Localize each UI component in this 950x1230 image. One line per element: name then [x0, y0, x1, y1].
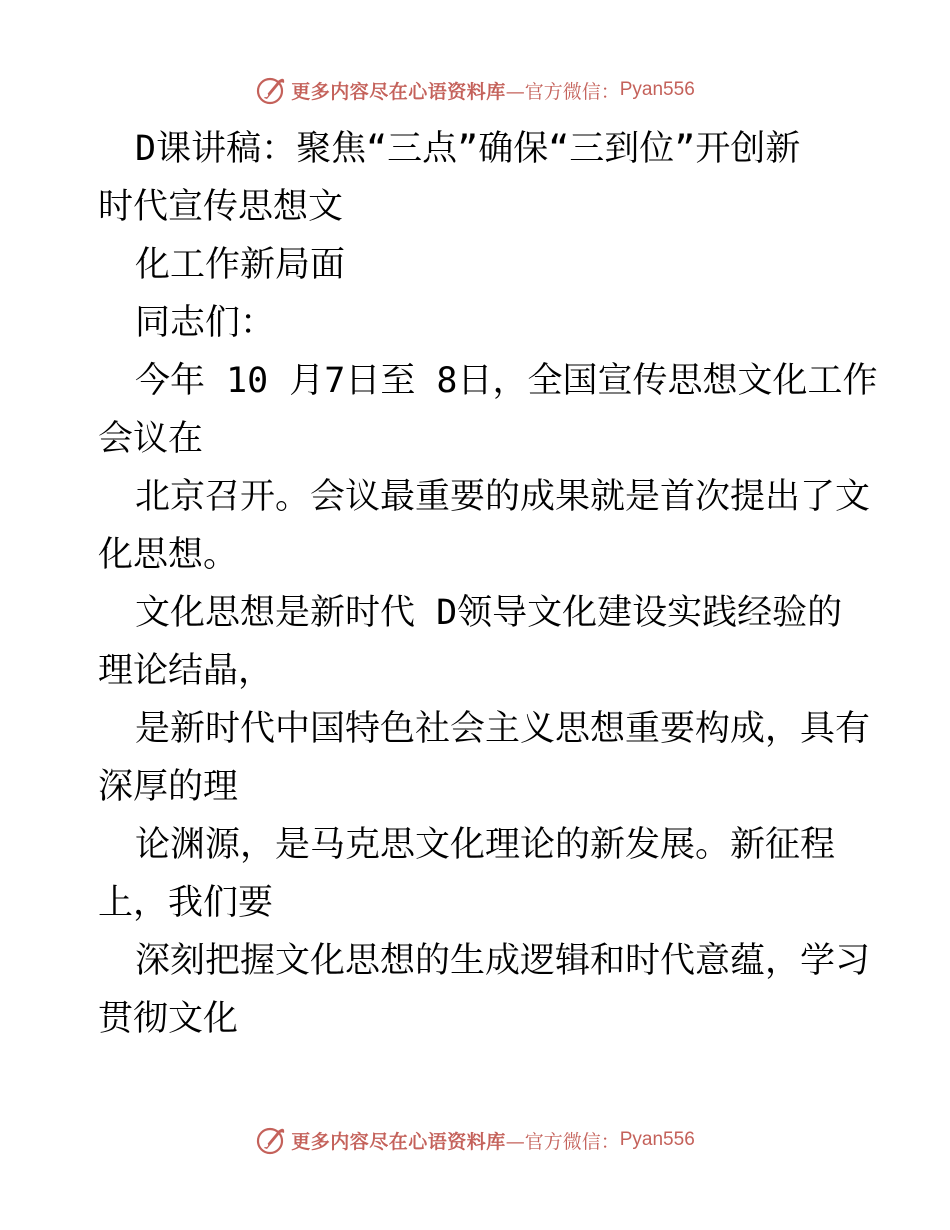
text-line: 论渊源，是马克思文化理论的新发展。新征程 [135, 825, 836, 865]
quill-logo-icon [255, 1124, 287, 1156]
watermark-title: 更多内容尽在心语资料库 [291, 80, 506, 103]
text-line: 上，我们要 [98, 883, 274, 923]
text-line: 同志们： [135, 303, 276, 343]
text-line: 今年 10 月7日至 8日，全国宣传思想文化工作 [135, 361, 878, 401]
text-line: 文化思想是新时代 D领导文化建设实践经验的 [135, 593, 843, 633]
text-line: 理论结晶， [98, 651, 274, 691]
text-line: 化工作新局面 [135, 245, 346, 285]
text-line: 是新时代中国特色社会主义思想重要构成，具有 [135, 709, 871, 749]
watermark-suffix: —官方微信： [505, 1130, 620, 1153]
text-line: 会议在 [98, 419, 204, 459]
quill-logo-icon [255, 74, 287, 106]
watermark-wechat-id: Pyan556 [619, 1129, 695, 1150]
text-line: 时代宣传思想文 [98, 187, 344, 227]
text-line: 贯彻文化 [98, 999, 239, 1039]
watermark-footer [0, 1120, 950, 1160]
watermark-title: 更多内容尽在心语资料库 [291, 1130, 506, 1153]
watermark-wechat-id: Pyan556 [619, 79, 695, 100]
document-body [98, 120, 878, 1048]
text-line: 深厚的理 [98, 767, 239, 807]
text-line: 化思想。 [98, 535, 239, 575]
text-line: D课讲稿：聚焦“三点”确保“三到位”开创新 [135, 129, 801, 169]
text-line: 深刻把握文化思想的生成逻辑和时代意蕴，学习 [135, 941, 871, 981]
watermark-header [0, 70, 950, 110]
watermark-suffix: —官方微信： [505, 80, 620, 103]
text-line: 北京召开。会议最重要的成果就是首次提出了文 [135, 477, 871, 517]
